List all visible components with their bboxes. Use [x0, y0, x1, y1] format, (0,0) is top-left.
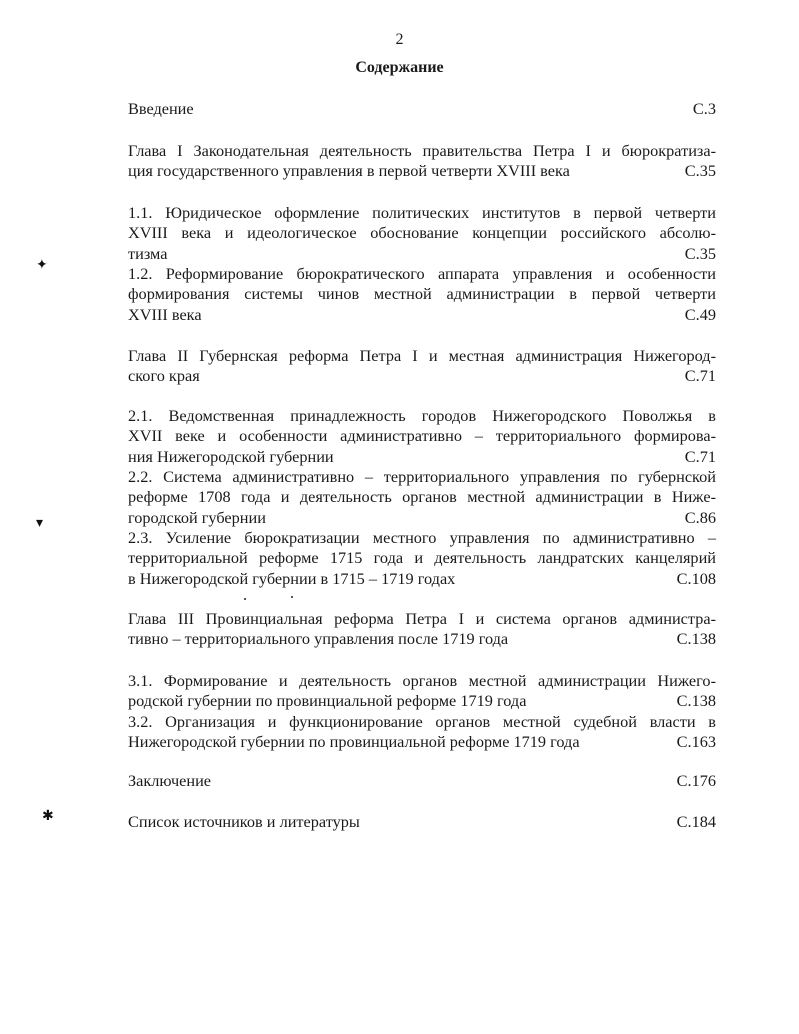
- toc-entry: [128, 812, 716, 832]
- toc-entry-text: XVIII века: [128, 304, 202, 324]
- toc-entry-last-line: [128, 732, 716, 752]
- toc-entry-last-line: [128, 366, 716, 386]
- toc-entry-text: в Нижегородской губернии в 1715 – 1719 годах: [128, 568, 456, 588]
- toc-entry: [128, 528, 716, 589]
- toc-entry-text: Заключение: [128, 771, 212, 790]
- toc-entry-last-line: [128, 812, 716, 832]
- toc-entry-last-line: [128, 99, 716, 119]
- toc-entry-page: С.108: [676, 568, 716, 588]
- page-title: Содержание: [355, 59, 444, 76]
- toc-entry-text: 1.1. Юридическое оформление политических институтов в первой четверти: [128, 203, 716, 222]
- toc-entry: [128, 203, 716, 264]
- toc-entry-last-line: [128, 771, 716, 791]
- toc-entry-page: С.71: [684, 446, 716, 466]
- page-number: 2: [395, 31, 404, 48]
- toc-entry-text: городской губернии: [128, 507, 266, 527]
- toc-entry-text: XVIII века и идеологическое обоснование концепции российского абсолю-: [128, 223, 716, 243]
- toc-entry-text: ского края: [128, 366, 200, 386]
- toc-entry: [128, 671, 716, 712]
- scan-dot: [244, 598, 246, 600]
- toc-entry-text: Глава III Провинциальная реформа Петра I и система органов администрa-: [128, 609, 716, 628]
- toc-entry-text: формирования системы чинов местной администрации в первой четверти: [128, 284, 716, 304]
- toc-entry-text: ция государственного управления в первой четверти XVIII века: [128, 161, 570, 181]
- toc-entry-text: 3.1. Формирование и деятельность органов местной администрации Нижего-: [128, 671, 716, 690]
- toc-entry-page: С.49: [684, 304, 716, 324]
- toc-entry-last-line: [128, 161, 716, 181]
- toc-entry-last-line: [128, 629, 716, 649]
- scan-speck-mark: ✱: [42, 809, 54, 824]
- scan-speck-mark: ✦: [36, 258, 48, 273]
- toc-entry-page: С.71: [684, 366, 716, 386]
- toc-entry-text: ния Нижегородской губернии: [128, 446, 334, 466]
- toc-entry-page: С.3: [692, 99, 716, 118]
- toc-entry-text: Глава I Законодательная деятельность правительства Петра I и бюрократиза-: [128, 141, 716, 160]
- toc-entry-text: 3.2. Организация и функционирование органов местной судебной власти в: [128, 712, 716, 731]
- toc-entry-text: 1.2. Реформирование бюрократического аппарата управления и особенности: [128, 264, 716, 283]
- toc-entry-text: XVII веке и особенности административно – территориального формирова-: [128, 426, 716, 446]
- toc-entry-page: С.138: [676, 629, 716, 649]
- toc-entry: [128, 467, 716, 528]
- toc-entry-text: тивно – территориального управления после 1719 года: [128, 629, 509, 649]
- toc-entry-page: С.35: [684, 161, 716, 181]
- toc-entry-last-line: [128, 305, 716, 325]
- toc-entry-text: 2.1. Ведомственная принадлежность городов Нижегородского Поволжья в: [128, 406, 716, 425]
- scan-speck-mark: ▾: [36, 516, 44, 531]
- scan-dot: [291, 596, 293, 598]
- toc-entry-last-line: [128, 569, 716, 589]
- toc-entry-page: С.86: [684, 507, 716, 527]
- toc-entry-text: территориальной реформе 1715 года и деятельность ландратских канцелярий: [128, 548, 716, 568]
- toc-entry-text: Список источников и литературы: [128, 812, 360, 831]
- toc-entry: [128, 406, 716, 467]
- toc-entry-text: Введение: [128, 99, 194, 118]
- toc-entry: [128, 771, 716, 791]
- toc-entry-text: реформе 1708 года и деятельность органов местной администрации в Ниже-: [128, 487, 716, 507]
- toc-entry-text: 2.3. Усиление бюрократизации местного управления по административно –: [128, 528, 716, 547]
- toc-entry-text: 2.2. Система административно – территориального управления по губернской: [128, 467, 716, 486]
- toc-entry: [128, 141, 716, 182]
- toc-entry: [128, 99, 716, 119]
- toc-entry-text: Нижегородской губернии по провинциальной реформе 1719 года: [128, 732, 580, 752]
- toc-entry-last-line: [128, 244, 716, 264]
- toc-entry-page: С.35: [684, 243, 716, 263]
- toc-entry: [128, 609, 716, 650]
- toc-entry: [128, 346, 716, 387]
- toc-entry-page: С.176: [676, 771, 716, 790]
- toc-entry: [128, 264, 716, 325]
- toc-entry-last-line: [128, 447, 716, 467]
- toc-entry-last-line: [128, 508, 716, 528]
- toc-entry-page: С.184: [676, 812, 716, 831]
- toc-entry-text: Глава II Губернская реформа Петра I и местная администрация Нижегород-: [128, 346, 716, 365]
- toc-entry-page: С.138: [676, 691, 716, 711]
- toc-entry: [128, 712, 716, 753]
- toc-entry-text: тизма: [128, 243, 168, 263]
- toc-entry-last-line: [128, 691, 716, 711]
- toc-entry-page: С.163: [676, 732, 716, 752]
- toc-entry-text: родской губернии по провинциальной реформе 1719 года: [128, 691, 527, 711]
